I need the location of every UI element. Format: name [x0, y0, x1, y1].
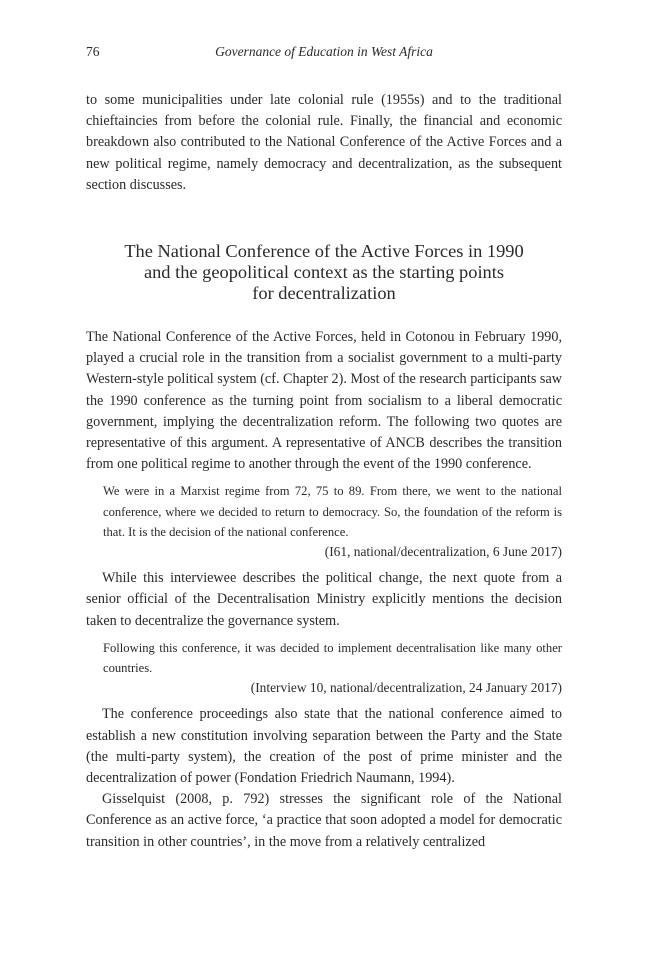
- block-quote-1-text: We were in a Marxist regime from 72, 75 to 89. From there, we went to the national conference, where we decided to return to democracy. So, the foundation of the reform is that. It is the decision of the national conference.: [103, 484, 562, 539]
- block-quote-2-source: (Interview 10, national/decentralization, 24 January 2017): [250, 680, 562, 696]
- body-paragraph-4: Gisselquist (2008, p. 792) stresses the significant role of the National Conference as an active force, ‘a practice that soon adopted a model for democratic transition in other countries’, in the move from a relatively centralized: [86, 791, 562, 850]
- block-quote-2: [103, 638, 562, 699]
- body-paragraph-1: The National Conference of the Active Forces, held in Cotonou in February 1990, played a crucial role in the transition from a socialist government to a multi-party Western-style political system (cf. Chapter 2). Most of the research participants saw the 1990 conference as the turning point from socialism to a liberal democratic government, implying the decentralization reform. The following two quotes are representative of this argument. A representative of ANCB describes the transition from one political regime to another through the event of the 1990 conference.: [86, 329, 562, 473]
- body-paragraph-3: The conference proceedings also state that the national conference aimed to establish a new constitution involving separation between the Party and the State (the multi-party system), the creation of the post of prime minister and the decentralization of power (Fondation Friedrich Naumann, 1994).: [86, 706, 562, 787]
- section-heading-line-3: for decentralization: [252, 283, 396, 304]
- body-paragraph-2: While this interviewee describes the political change, the next quote from a senior official of the Decentralisation Ministry explicitly mentions the decision taken to decentralize the governance system.: [86, 570, 562, 629]
- book-page: [86, 44, 562, 853]
- section-heading-line-2: and the geopolitical context as the starting points: [143, 262, 505, 283]
- intro-paragraph: to some municipalities under late colonial rule (1955s) and to the traditional chieftaincies from before the colonial rule. Finally, the financial and economic breakdown also contributed to the National Conference of the Active Forces and a new political regime, namely democracy and decentralization, as the subsequent section discusses.: [86, 92, 562, 193]
- section-heading: [86, 241, 562, 304]
- running-title: Governance of Education in West Africa: [215, 44, 433, 59]
- running-header: [86, 44, 562, 66]
- block-quote-2-text: Following this conference, it was decided to implement decentralisation like many other countries.: [103, 640, 562, 676]
- block-quote-1: [103, 481, 562, 562]
- section-heading-line-1: The National Conference of the Active Forces in 1990: [124, 241, 524, 262]
- page-number: 76: [86, 44, 100, 59]
- block-quote-1-source: (I61, national/decentralization, 6 June 2017): [324, 544, 562, 560]
